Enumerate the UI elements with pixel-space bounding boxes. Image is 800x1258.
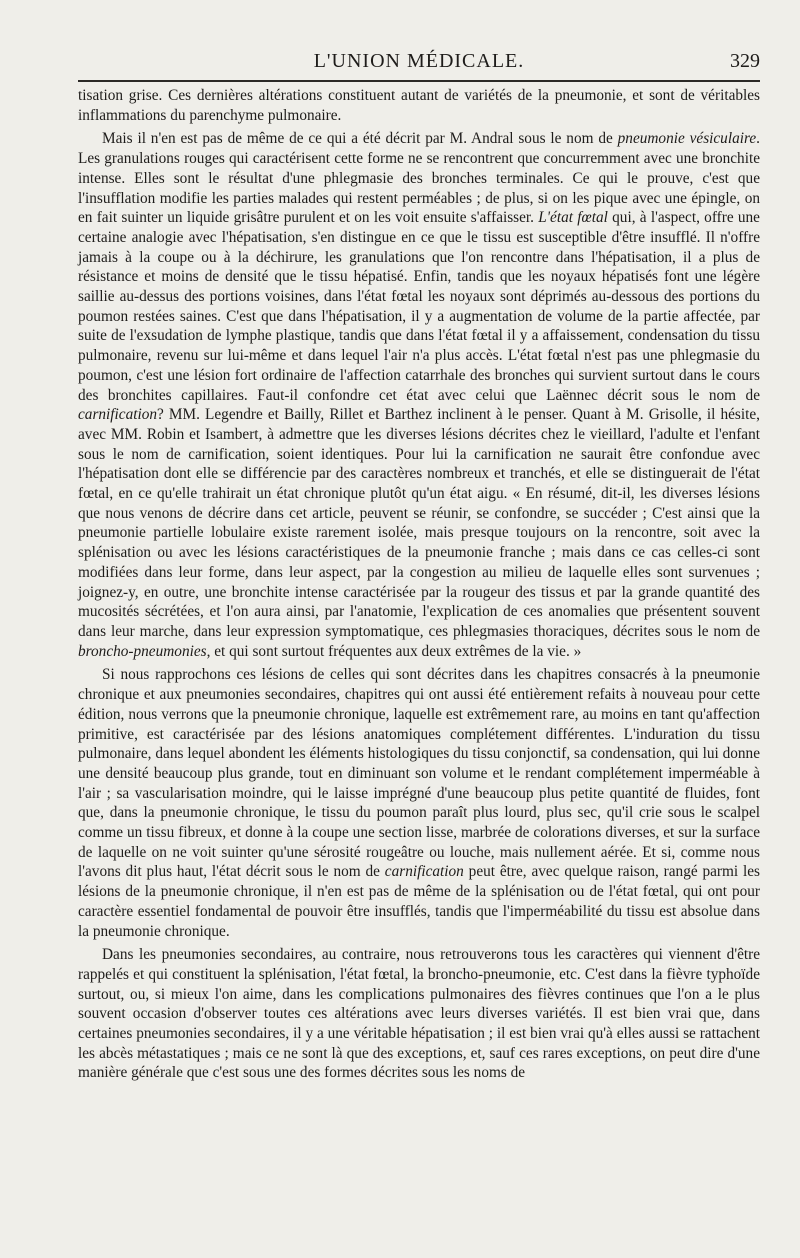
text-run: , et qui sont surtout fréquentes aux deux extrêmes de la vie. » — [206, 642, 582, 660]
italic-term: L'état fœtal — [538, 209, 608, 227]
text-run: qui, à l'aspect, offre une certaine analogie avec l'hépatisation, s'en distingue en ce que le tissu est susceptible d'être insufflé. Il n'offre jamais à la coupe ou à la déchirure, les granulations que l'on rencontre dans l'hépatisation, il a plus de résistance et moins de densité que le tissu hépatisé. Enfin, tandis que les noyaux hépatisés font une légère saillie au-dessus des portions voisines, dans l'état fœtal les noyaux sont déprimés au-dessous des portions du poumon restées saines. C'est que dans l'hépatisation, il y a augmentation de volume de la partie affectée, par suite de l'exsudation de lymphe plastique, tandis que dans l'état fœtal il y a affaissement, condensation du tissu pulmonaire, revenu sur lui-même et dans lequel l'air n'a plus accès. L'état fœtal n'est pas une phlegmasie du poumon, c'est une lésion fort ordinaire de l'affection catarrhale des bronches qui survient surtout dans le cours des bronchites capillaires. Faut-il confondre cet état avec celui que Laënnec décrit sous le nom de — [78, 209, 760, 404]
text-run: ? MM. Legendre et Bailly, Rillet et Barthez inclinent à le penser. Quant à M. Grisolle, il hésite, avec MM. Robin et Isambert, à admettre que les diverses lésions décrites chez le vieillard, l'adulte et l'enfant sous le nom de carnification, soient identiques. Pour lui la carnification ne saurait être confondue avec l'hépatisation dont elle se différencie par des caractères nombreux et tranchés, et elle se distinguerait de l'état fœtal, en ce qu'elle trahirait un état chronique plutôt qu'un état aigu. « En résumé, dit-il, les diverses lésions que nous venons de décrire dans cet article, peuvent se réunir, se confondre, se succéder ; C'est ainsi que la pneumonie partielle lobulaire existe rarement isolée, mais presque toujours on la rencontre, soit avec la splénisation ou avec les lésions caractéristiques de la pneumonie franche ; mais dans ce cas celles-ci sont modifiées dans leur forme, dans leur aspect, par la congestion au milieu de laquelle elles sont survenues ; joignez-y, en outre, une bronchite intense caractérisée par la rougeur des tissus et par la grande quantité des mucosités sécrétées, et l'on aura ainsi, par l'anatomie, l'explication de ces anomalies que présentent souvent dans leur marche, dans leur expression symptomatique, ces phlegmasies thoraciques, décrites sous le nom de — [78, 406, 760, 640]
text-run: . Les granulations rouges qui caractérisent cette forme ne se rencontrent que concurremment avec une bronchite intense. Elles sont le résultat d'une phlegmasie des bronches terminales. Ce qui le prouve, c'est que l'insufflation modifie les parties malades qui restent perméables ; de plus, si on les pique avec une épingle, on en fait suinter un liquide grisâtre purulent et on les voit ensuite s'affaisser. — [78, 130, 760, 227]
header-rule — [78, 80, 760, 82]
paragraph-p2 — [78, 129, 760, 661]
running-title: L'UNION MÉDICALE. — [313, 50, 525, 72]
text-run: tisation grise. Ces dernières altérations constituent autant de variétés de la pneumonie, et sont de véritables inflammations du parenchyme pulmonaire. — [78, 87, 760, 124]
page-header — [78, 0, 760, 86]
page-number: 329 — [730, 50, 760, 72]
text-run: Si nous rapprochons ces lésions de celles qui sont décrites dans les chapitres consacrés à la pneumonie chronique et aux pneumonies secondaires, chapitres qui ont aussi été entièrement refaits à nouveau pour cette édition, nous verrons que la pneumonie chronique, laquelle est extrêmement rare, au moins en tant qu'affection primitive, est caractérisée par des lésions anatomiques complétement différentes. L'induration du tissu pulmonaire, dans lequel abondent les éléments histologiques du tissu conjonctif, sa condensation, qui lui donne une densité beaucoup plus grande, tout en diminuant son volume et le rendant complétement imperméable à l'air ; sa vascularisation moindre, qui le laisse imprégné d'une beaucoup plus petite quantité de fluides, font que, dans la pneumonie chronique, le tissu du poumon paraît plus lourd, plus sec, qu'il crie sous le scalpel comme un tissu fibreux, et donne à la coupe une section lisse, marbrée de colorations diverses, et sur la surface de laquelle on ne voit suinter qu'une sérosité rougeâtre ou louche, mais nullement aérée. Et si, comme nous l'avons dit plus haut, l'état décrit sous le nom de — [78, 666, 760, 881]
paragraph-p1 — [78, 86, 760, 125]
text-run: peut être, avec quelque raison, rangé parmi les lésions de la pneumonie chronique, il n'en est pas de même de la splénisation ou de l'état fœtal, qui ont pour caractère essentiel fondamental de pouvoir être insufflés, tandis que l'imperméabilité du tissu est absolue dans la pneumonie chronique. — [78, 863, 761, 940]
paragraph-p3 — [78, 665, 760, 941]
paragraph-p4 — [78, 945, 760, 1083]
italic-term: carnification — [384, 863, 464, 881]
italic-term: pneumonie vésiculaire — [617, 130, 757, 148]
text-run: Mais il n'en est pas de même de ce qui a été décrit par M. Andral sous le nom de — [102, 130, 618, 148]
text-run: Dans les pneumonies secondaires, au contraire, nous retrouverons tous les caractères qui viennent d'être rappelés et qui constituent la splénisation, l'état fœtal, la broncho-pneumonie, etc. C'est dans la fièvre typhoïde surtout, ou, si mieux l'on aime, dans les complications pulmonaires des fièvres continues que l'on a le plus souvent occasion d'observer toutes ces altérations avec leurs diverses variétés. Il est bien vrai que, dans certaines pneumonies secondaires, il y a une véritable hépatisation ; il est bien vrai qu'à elles aussi se rattachent les abcès métastatiques ; mais ce ne sont là que des exceptions, et, sauf ces rares exceptions, on peut dire d'une manière générale que c'est sous une des formes décrites sous les noms de — [78, 946, 760, 1082]
italic-term: carnification — [78, 406, 158, 424]
italic-term: broncho-pneumonies — [78, 642, 207, 660]
body-text — [78, 86, 760, 1083]
